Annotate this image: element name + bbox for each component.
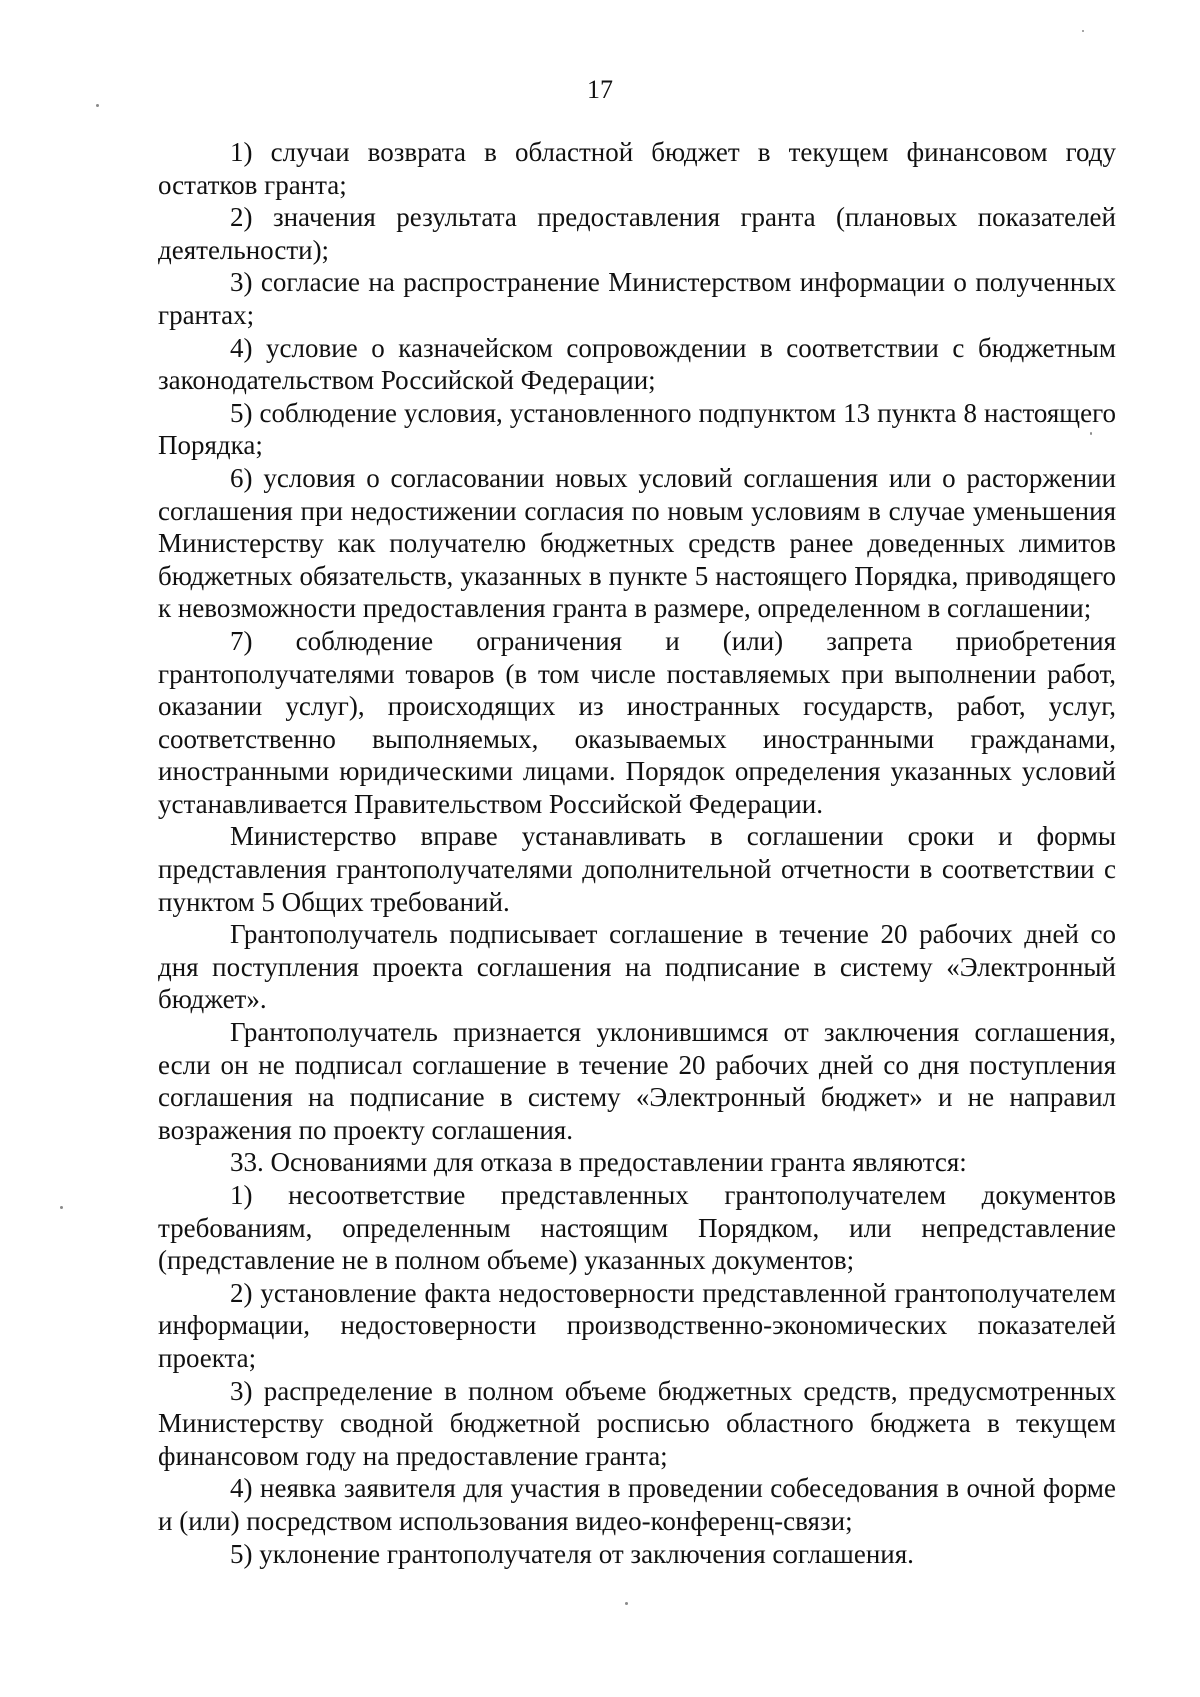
paragraph-item-7: 7) соблюдение ограничения и (или) запрета приобретения грантополучателями товаров (в том числе поставляемых при выполнении работ, оказании услуг), происходящих из иностранных государств, работ, услуг, соответственно выполняемых, оказываемых иностранными гражданами, иностранными юридическими лицами. Порядок определения указанных условий устанавливается Правительством Российской Федерации. [158,625,1116,819]
paragraph-item-4: 4) условие о казначейском сопровождении в соответствии с бюджетным законодательством Российской Федерации; [158,332,1116,396]
paragraph-signing-deadline: Грантополучатель подписывает соглашение в течение 20 рабочих дней со дня поступления проекта соглашения на подписание в систему «Электронный бюджет». [158,919,1116,1015]
scan-speck [96,104,99,107]
scan-speck [60,1206,63,1209]
paragraph-refusal-3: 3) распределение в полном объеме бюджетных средств, предусмотренных Министерству сводной бюджетной росписью областного бюджета в текущем финансовом году на предоставление гранта; [158,1375,1116,1471]
paragraph-item-5: 5) соблюдение условия, установленного подпунктом 13 пункта 8 настоящего Порядка; [158,397,1116,461]
document-body [158,136,1116,1570]
paragraph-refusal-2: 2) установление факта недостоверности представленной грантополучателем информации, недостоверности производственно-экономических показателей проекта; [158,1277,1116,1373]
paragraph-additional-reporting: Министерство вправе устанавливать в соглашении сроки и формы представления грантополучателями дополнительной отчетности в соответствии с пунктом 5 Общих требований. [158,821,1116,917]
paragraph-refusal-1: 1) несоответствие представленных грантополучателем документов требованиям, определенным настоящим Порядком, или непредставление (представление не в полном объеме) указанных документов; [158,1180,1116,1276]
paragraph-evasion: Грантополучатель признается уклонившимся от заключения соглашения, если он не подписал соглашение в течение 20 рабочих дней со дня поступления соглашения на подписание в систему «Электронный бюджет» и не направил возражения по проекту соглашения. [158,1017,1116,1145]
scan-speck [1082,30,1084,32]
page-number: 17 [587,75,613,104]
paragraph-item-6: 6) условия о согласовании новых условий соглашения или о расторжении соглашения при недостижении согласия по новым условиям в случае уменьшения Министерству как получателю бюджетных средств ранее доведенных лимитов бюджетных обязательств, указанных в пункте 5 настоящего Порядка, приводящего к невозможности предоставления гранта в размере, определенном в соглашении; [158,462,1116,624]
paragraph-section-33: 33. Основаниями для отказа в предоставлении гранта являются: [230,1147,967,1178]
scan-speck [1090,432,1092,435]
paragraph-item-1: 1) случаи возврата в областной бюджет в текущем финансовом году остатков гранта; [158,137,1116,200]
paragraph-refusal-5: 5) уклонение грантополучателя от заключения соглашения. [230,1538,914,1569]
paragraph-item-2: 2) значения результата предоставления гранта (плановых показателей деятельности); [158,202,1116,265]
paragraph-refusal-4: 4) неявка заявителя для участия в проведении собеседования в очной форме и (или) посредством использования видео-конференц-связи; [158,1473,1116,1536]
paragraph-item-3: 3) согласие на распространение Министерством информации о полученных грантах; [158,267,1116,330]
scan-speck [625,1602,628,1605]
